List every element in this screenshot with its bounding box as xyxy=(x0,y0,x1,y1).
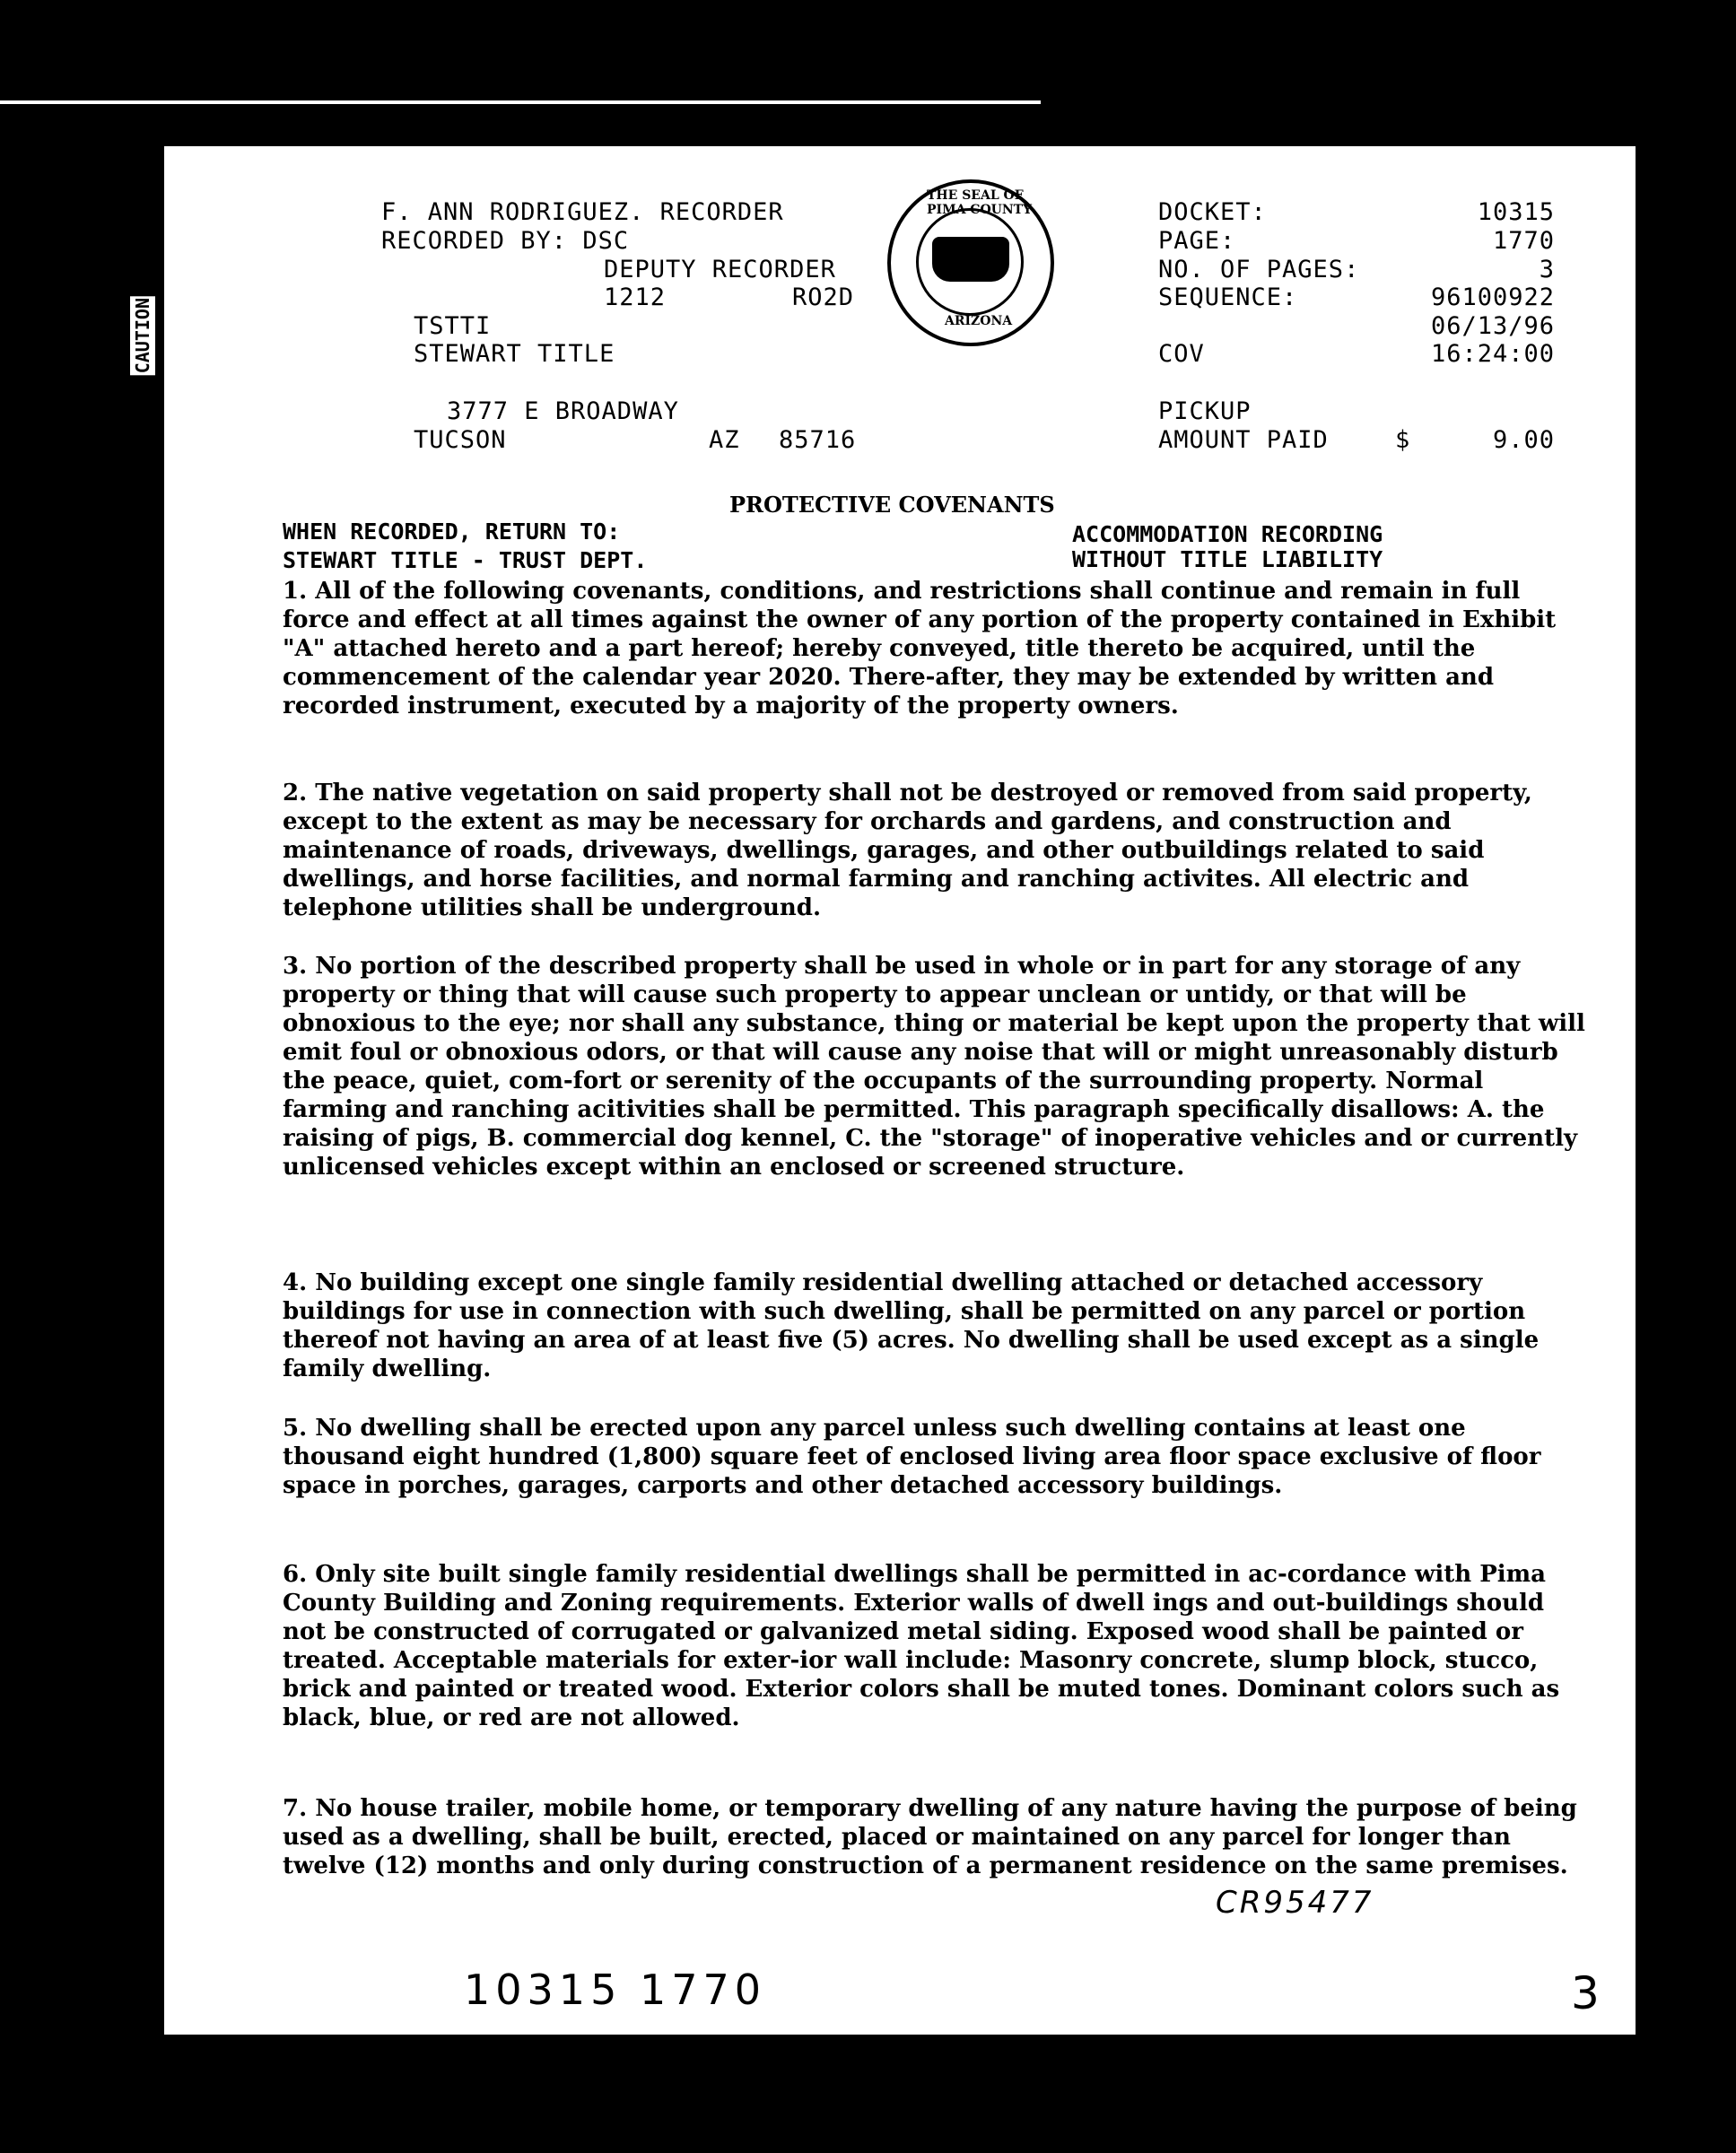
covenant-paragraph-2: 2. The native vegetation on said property shall not be destroyed or removed from said property, except to the extent as may be necessary for orchards and gardens, and construction and maintenance of roads, driveways, dwellings, garages, and other outbuildings related to said dwellings, and horse facilities, and normal farming and ranching activites. All electric and telephone utilities shall be underground. xyxy=(283,780,1532,921)
pages-label: NO. OF PAGES: xyxy=(1158,256,1360,283)
currency-symbol: $ xyxy=(1395,426,1411,454)
record-date: 06/13/96 xyxy=(1430,312,1555,340)
scan-border-line xyxy=(0,100,1041,104)
covenant-paragraph-3: 3. No portion of the described property shall be used in whole or in part for any storage of any property or thing that will cause such property to appear unclean or untidy, or that will be obnoxious to the eye; nor shall any substance, thing or material be kept upon the property that will emit foul or obnoxious odors, or that will cause any noise that will or might unreasonably disturb the peace, quiet, com-fort or serenity of the occupants of the surrounding property. Normal farming and ranching acitivities shall be permitted. This paragraph specifically disallows: A. the raising of pigs, B. commercial dog kennel, C. the "storage" of inoperative vehicles and or currently unlicensed vehicles except within an enclosed or screened structure. xyxy=(283,953,1585,1181)
agent-name: STEWART TITLE xyxy=(414,340,615,368)
recorded-by: RECORDED BY: DSC xyxy=(381,227,630,255)
covenant-paragraph-5: 5. No dwelling shall be erected upon any parcel unless such dwelling contains at least one thousand eight hundred (1,800) square feet of enclosed living area floor space exclusive of floor space in porches, garages, carports and other detached accessory buildings. xyxy=(283,1415,1541,1499)
covenant-paragraph-6: 6. Only site built single family residential dwellings shall be permitted in ac-cordance with Pima County Building and Zoning requirements. Exterior walls of dwell ings and out-buildings should not be constructed of corrugated or galvanized metal siding. Exposed wood shall be painted or treated. Acceptable materials for exter-ior wall include: Masonry concrete, slump block, stucco, brick and painted or treated wood. Exterior colors shall be muted tones. Dominant colors such as black, blue, or red are not allowed. xyxy=(283,1561,1560,1731)
return-to-line-1: WHEN RECORDED, RETURN TO: xyxy=(283,519,621,545)
document-title: PROTECTIVE COVENANTS xyxy=(729,492,1055,518)
pickup: PICKUP xyxy=(1158,397,1252,425)
page-label: PAGE: xyxy=(1158,227,1236,255)
handwritten-reference: CR95477 xyxy=(1216,1885,1374,1921)
seal-top-text: THE SEAL OF PIMA COUNTY xyxy=(927,188,1033,217)
recorder-code-1: 1212 xyxy=(604,283,667,311)
amount-label: AMOUNT PAID xyxy=(1158,426,1329,454)
agent-code: TSTTI xyxy=(414,312,492,340)
accommodation-line-2: WITHOUT TITLE LIABILITY xyxy=(1072,546,1383,572)
seal-bottom-text: ARIZONA xyxy=(945,314,1013,328)
page-value: 1770 xyxy=(1492,227,1555,255)
doc-type: COV xyxy=(1158,340,1205,368)
city: TUCSON xyxy=(414,426,507,454)
covenant-paragraph-4: 4. No building except one single family residential dwelling attached or detached accessory buildings for use in connection with such dwelling, shall be permitted on any parcel or portion thereof not having an area of at least five (5) acres. No dwelling shall be used except as a single family dwelling. xyxy=(283,1269,1540,1382)
sequence-value: 96100922 xyxy=(1430,283,1555,311)
recorder-code-2: RO2D xyxy=(792,283,855,311)
street-address: 3777 E BROADWAY xyxy=(447,397,679,425)
covenant-paragraph-1: 1. All of the following covenants, conditions, and restrictions shall continue and remain in full force and effect at all times against the owner of any portion of the property contained in Exhibit "A" attached hereto and a part hereof; hereby conveyed, title thereto be acquired, until the commencement of the calendar year 2020. There-after, they may be extended by written and recorded instrument, executed by a majority of the property owners. xyxy=(283,578,1557,719)
covenant-paragraph-7: 7. No house trailer, mobile home, or temporary dwelling of any nature having the purpose of being used as a dwelling, shall be built, erected, placed or maintained on any parcel for longer than twelve (12) months and only during construction of a permanent residence on the same premises. xyxy=(283,1795,1577,1879)
state: AZ xyxy=(709,426,740,454)
docket-label: DOCKET: xyxy=(1158,198,1267,226)
return-to-line-2: STEWART TITLE - TRUST DEPT. xyxy=(283,547,648,573)
footer-docket: 10315 xyxy=(464,1966,623,2014)
county-seal xyxy=(887,179,1054,346)
pages-value: 3 xyxy=(1539,256,1555,283)
sequence-label: SEQUENCE: xyxy=(1158,283,1298,311)
page-number: 3 xyxy=(1571,1967,1600,2019)
accommodation-line-1: ACCOMMODATION RECORDING xyxy=(1072,521,1383,547)
deputy-recorder: DEPUTY RECORDER xyxy=(604,256,836,283)
record-time: 16:24:00 xyxy=(1430,340,1555,368)
amount-value: 9.00 xyxy=(1492,426,1555,454)
docket-value: 10315 xyxy=(1477,198,1555,226)
footer-page: 1770 xyxy=(640,1966,767,2014)
zip-code: 85716 xyxy=(779,426,857,454)
document-page xyxy=(164,146,1636,2035)
recorder-name: F. ANN RODRIGUEZ. RECORDER xyxy=(381,198,784,226)
side-stamp: CAUTION xyxy=(132,298,153,374)
